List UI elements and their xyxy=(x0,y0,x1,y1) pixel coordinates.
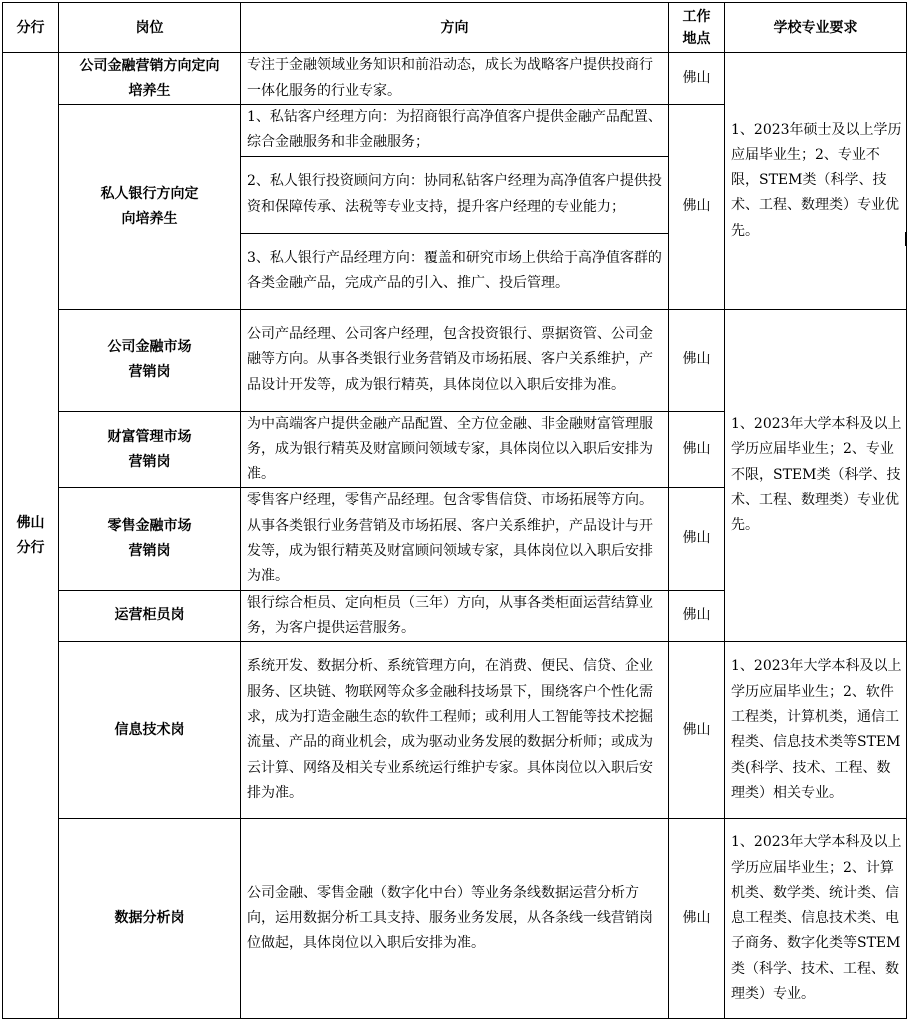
direction-cell: 零售客户经理，零售产品经理。包含零售信贷、市场拓展等方向。从事各类银行业务营销及市场拓展、客户关系维护，产品设计与开发等，成为银行精英及财富顾问领域专家，具体岗位以入职后安排为准。 xyxy=(241,488,669,590)
direction-cell: 为中高端客户提供金融产品配置、全方位金融、非金融财富管理服务，成为银行精英及财富顾问领域专家，具体岗位以入职后安排为准。 xyxy=(241,411,669,488)
requirement-cell-it: 1、2023年大学本科及以上学历应届毕业生；2、软件工程类，计算机类，通信工程类、信息技术类等STEM类(科学、技术、工程、数理类）相关专业。 xyxy=(725,642,907,819)
recruitment-table xyxy=(2,2,907,1019)
position-cell: 零售金融市场营销岗 xyxy=(59,488,241,590)
sub-direction-cell: 2、私人银行投资顾问方向：协同私钻客户经理为高净值客户提供投资和保障传承、法税等专业支持，提升客户经理的专业能力； xyxy=(241,156,669,233)
location-cell: 佛山 xyxy=(669,411,725,488)
header-direction: 方向 xyxy=(241,3,669,53)
table-row xyxy=(3,642,907,819)
location-cell: 佛山 xyxy=(669,590,725,642)
location-cell: 佛山 xyxy=(669,309,725,411)
position-cell: 公司金融营销方向定向培养生 xyxy=(59,53,241,105)
requirement-cell-data: 1、2023年大学本科及以上学历应届毕业生；2、计算机类、数学类、统计类、信息工程类、信息技术类、电子商务、数字化类等STEM类（科学、技术、工程、数理类）专业。 xyxy=(725,819,907,1019)
position-cell: 财富管理市场营销岗 xyxy=(59,411,241,488)
sub-direction-cell: 3、私人银行产品经理方向：覆盖和研究市场上供给于高净值客群的各类金融产品，完成产品的引入、推广、投后管理。 xyxy=(241,233,669,309)
table-row xyxy=(3,309,907,411)
position-cell: 私人银行方向定向培养生 xyxy=(59,105,241,310)
requirement-cell-bachelor: 1、2023年大学本科及以上学历应届毕业生；2、专业不限，STEM类（科学、技术、工程、数理类）专业优先。 xyxy=(725,309,907,642)
direction-cell: 公司产品经理、公司客户经理，包含投资银行、票据资管、公司金融等方向。从事各类银行业务营销及市场拓展、客户关系维护，产品设计开发等，成为银行精英，具体岗位以入职后安排为准。 xyxy=(241,309,669,411)
requirement-cell-graduate: 1、2023年硕士及以上学历应届毕业生；2、专业不限，STEM类（科学、技术、工程、数理类）专业优先。 xyxy=(725,53,907,310)
location-cell: 佛山 xyxy=(669,488,725,590)
sub-direction-cell: 1、私钻客户经理方向：为招商银行高净值客户提供金融产品配置、综合金融服务和非金融服务； xyxy=(241,105,669,157)
header-requirement: 学校专业要求 xyxy=(725,3,907,53)
header-position: 岗位 xyxy=(59,3,241,53)
location-cell: 佛山 xyxy=(669,105,725,310)
direction-cell: 公司金融、零售金融（数字化中台）等业务条线数据运营分析方向，运用数据分析工具支持、服务业务发展，从各条线一线营销岗位做起，具体岗位以入职后安排为准。 xyxy=(241,819,669,1019)
header-row xyxy=(3,3,907,53)
location-cell: 佛山 xyxy=(669,819,725,1019)
branch-cell: 佛山分行 xyxy=(3,53,59,1019)
position-cell: 运营柜员岗 xyxy=(59,590,241,642)
direction-cell: 系统开发、数据分析、系统管理方向，在消费、便民、信贷、企业服务、区块链、物联网等众多金融科技场景下，围绕客户个性化需求，成为打造金融生态的软件工程师；或利用人工智能等技术挖掘流量、产品的商业机会，成为驱动业务发展的数据分析师；或成为云计算、网络及相关专业系统运行维护专家。具体岗位以入职后安排为准。 xyxy=(241,642,669,819)
header-location: 工作地点 xyxy=(669,3,725,53)
position-cell: 公司金融市场营销岗 xyxy=(59,309,241,411)
table-row xyxy=(3,53,907,105)
direction-cell: 专注于金融领域业务知识和前沿动态，成长为战略客户提供投商行一体化服务的行业专家。 xyxy=(241,53,669,105)
location-cell: 佛山 xyxy=(669,53,725,105)
location-cell: 佛山 xyxy=(669,642,725,819)
table-row xyxy=(3,819,907,1019)
position-cell: 信息技术岗 xyxy=(59,642,241,819)
direction-cell: 银行综合柜员、定向柜员（三年）方向，从事各类柜面运营结算业务，为客户提供运营服务。 xyxy=(241,590,669,642)
header-branch: 分行 xyxy=(3,3,59,53)
text-cursor xyxy=(905,232,907,246)
position-cell: 数据分析岗 xyxy=(59,819,241,1019)
